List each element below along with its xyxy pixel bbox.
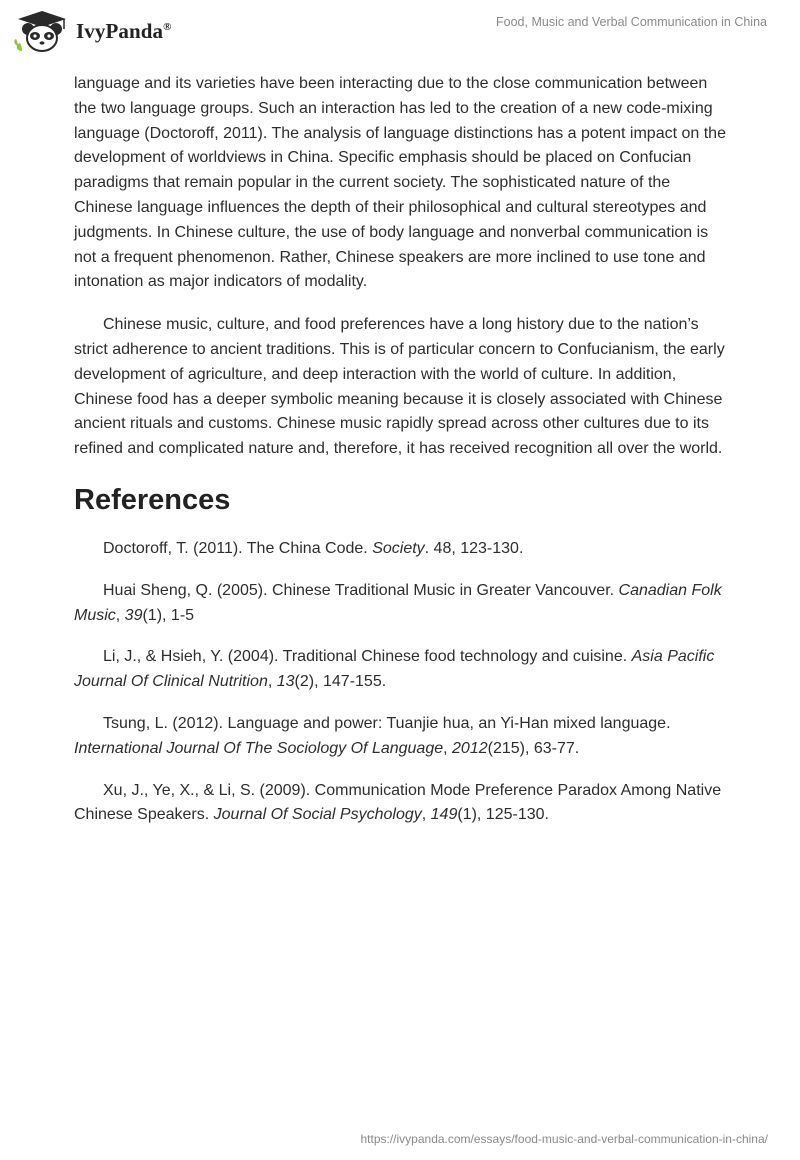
article-body (74, 72, 730, 845)
reference-item: Xu, J., Ye, X., & Li, S. (2009). Communication Mode Preference Paradox Among Native Chinese Speakers. Journal Of Social Psychology, 149(1), 125-130. (74, 781, 722, 824)
reference-item: Li, J., & Hsieh, Y. (2004). Traditional Chinese food technology and cuisine. Asia Pacific Journal Of Clinical Nutrition, 13(2), 147-155. (74, 648, 715, 691)
body-paragraph: Chinese music, culture, and food preferences have a long history due to the nation’s strict adherence to ancient traditions. This is of particular concern to Confucianism, the early development of agriculture, and deep interaction with the world of culture. In addition, Chinese food has a deeper symbolic meaning because it is closely associated with Chinese ancient rituals and customs. Chinese music rapidly spread across other cultures due to its refined and complicated nature and, therefore, it has received recognition all over the world. (74, 316, 725, 458)
page-header (0, 0, 800, 64)
body-paragraph: language and its varieties have been interacting due to the close communication between the two language groups. Such an interaction has led to the creation of a new code-mixing language (Doctoroff, 2011). The analysis of language distinctions has a potent impact on the development of worldviews in China. Specific emphasis should be placed on Confucian paradigms that remain popular in the current society. The sophisticated nature of the Chinese language influences the depth of their philosophical and cultural stereotypes and judgments. In Chinese culture, the use of body language and nonverbal communication is not a frequent phenomenon. Rather, Chinese speakers are more inclined to use tone and intonation as major indicators of modality. (74, 75, 726, 291)
reference-item: Huai Sheng, Q. (2005). Chinese Traditional Music in Greater Vancouver. Canadian Folk Music, 39(1), 1-5 (74, 581, 722, 624)
footer-url[interactable]: https://ivypanda.com/essays/food-music-and-verbal-communication-in-china/ (360, 1132, 768, 1146)
site-logo[interactable] (14, 9, 172, 53)
reference-item: Doctoroff, T. (2011). The China Code. Society. 48, 123-130. (103, 539, 524, 557)
references-heading: References (74, 483, 231, 516)
brand-name: IvyPanda® (76, 18, 172, 43)
reference-item: Tsung, L. (2012). Language and power: Tuanjie hua, an Yi-Han mixed language. International Journal Of The Sociology Of Language, 2012(215), 63-77. (74, 714, 671, 757)
running-title: Food, Music and Verbal Communication in China (496, 15, 767, 29)
panda-logo-icon (14, 9, 70, 53)
